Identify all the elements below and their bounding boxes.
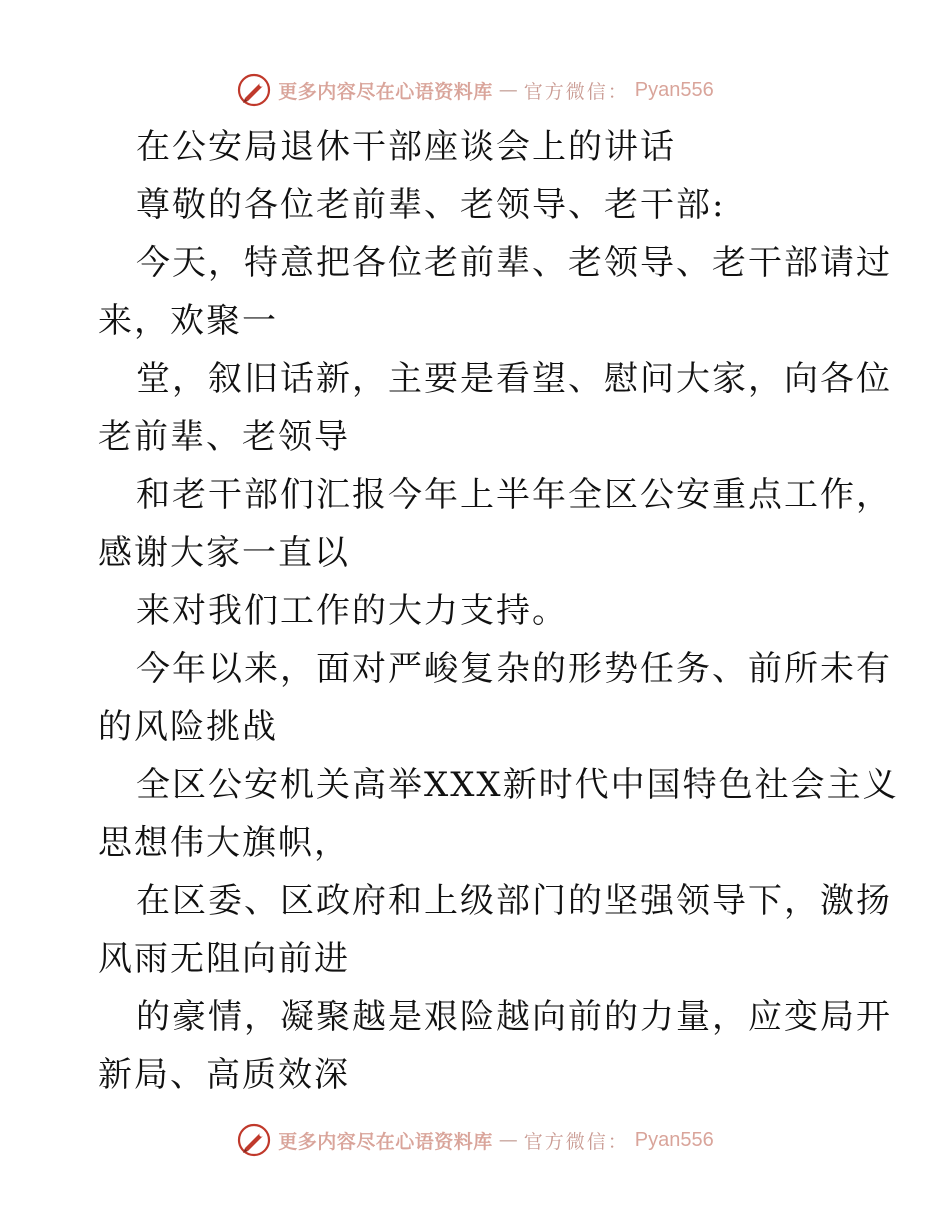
body-line: 风雨无阻向前进 bbox=[98, 939, 350, 979]
document-title: 在公安局退休干部座谈会上的讲话 bbox=[136, 127, 676, 167]
body-line: 今年以来，面对严峻复杂的形势任务、前所未有 bbox=[136, 649, 892, 689]
pen-logo-icon bbox=[236, 1122, 272, 1158]
watermark-wechat-id: Pyan556 bbox=[634, 78, 714, 101]
header-watermark bbox=[0, 68, 950, 112]
salutation-line: 尊敬的各位老前辈、老领导、老干部: bbox=[136, 185, 726, 225]
footer-watermark bbox=[0, 1118, 950, 1162]
body-line: 今天，特意把各位老前辈、老领导、老干部请过 bbox=[136, 243, 892, 283]
body-line: 和老干部们汇报今年上半年全区公安重点工作， bbox=[136, 475, 892, 515]
body-line: 在区委、区政府和上级部门的坚强领导下，激扬 bbox=[136, 881, 892, 921]
body-line: 老前辈、老领导 bbox=[98, 417, 350, 457]
watermark-site-text: 更多内容尽在心语资料库 bbox=[278, 80, 493, 103]
body-line: 来，欢聚一 bbox=[98, 301, 278, 341]
body-line: 感谢大家一直以 bbox=[98, 533, 350, 573]
body-line: 的豪情，凝聚越是艰险越向前的力量，应变局开 bbox=[136, 997, 892, 1037]
pen-logo-icon bbox=[236, 72, 272, 108]
watermark-dash: — bbox=[498, 1129, 518, 1151]
watermark-dash: — bbox=[498, 79, 518, 101]
watermark-site-text: 更多内容尽在心语资料库 bbox=[278, 1130, 493, 1153]
watermark-wechat-label: 官方微信： bbox=[523, 80, 629, 103]
body-line: 新局、高质效深 bbox=[98, 1055, 350, 1095]
watermark-wechat-id: Pyan556 bbox=[634, 1128, 714, 1151]
body-line: 来对我们工作的大力支持。 bbox=[136, 591, 568, 631]
watermark-wechat-label: 官方微信： bbox=[523, 1130, 629, 1153]
document-body bbox=[98, 118, 899, 1104]
body-line: 的风险挑战 bbox=[98, 707, 278, 747]
body-line: 堂，叙旧话新，主要是看望、慰问大家，向各位 bbox=[136, 359, 892, 399]
body-line: 全区公安机关高举XXX新时代中国特色社会主义 bbox=[136, 765, 899, 805]
body-line: 思想伟大旗帜， bbox=[98, 823, 350, 863]
